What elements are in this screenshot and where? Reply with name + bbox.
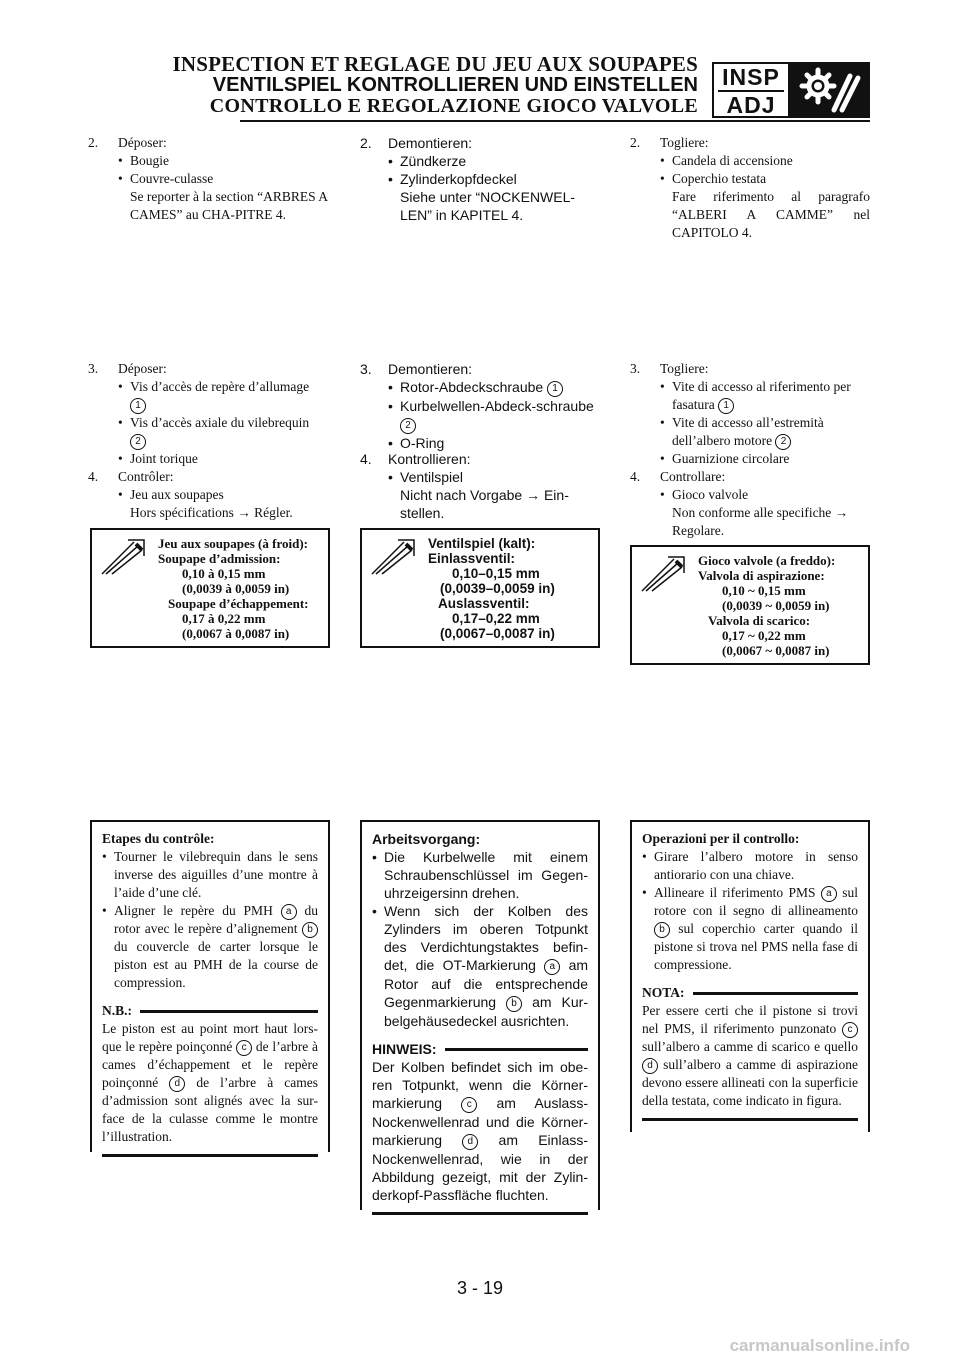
fr-procedure-box: Etapes du contrôle: • Tourner le vilebrequin dans le sens inverse des aiguilles d’une montre à l’aide d’une clé. • Aligner le repère du PMH a du rotor avec le repère d’alignement b du couvercle de carter lorsque le piston est au PMH de la course de compression. N.B.: Le piston est au point mort haut lors-que le repère poinçonné c de l’arbre à cames d’échappement et le repère poinçonné d de l’arbre à cames d’admission sont alignés avec la sur-face de la culasse comme le montre l’illustration. bbox=[90, 820, 330, 1152]
fr-spec-box: Jeu aux soupapes (à froid): Soupape d’admission: 0,10 à 0,15 mm (0,0039 à 0,0059 in) Soupape d’échappement: 0,17 à 0,22 mm (0,0067 à 0,0087 in) bbox=[90, 528, 330, 648]
insp-adj-badge bbox=[712, 62, 790, 118]
fr-step-2: 2. Déposer: • Bougie • Couvre-culasse Se reporter à la section “ARBRES A CAMES” au CHA-PITRE 4. bbox=[88, 134, 328, 224]
header-titles bbox=[172, 54, 698, 117]
it-step-4: 4. Controllare: • Gioco valvole Non conforme alle specifiche → Regolare. bbox=[630, 468, 870, 540]
badge-adj: ADJ bbox=[726, 92, 776, 118]
de-spec-box: Ventilspiel (kalt): Einlassventil: 0,10–0,15 mm (0,0039–0,0059 in) Auslassventil: 0,17–0,22 mm (0,0067–0,0087 in) bbox=[360, 528, 600, 648]
it-step-2: 2. Togliere: • Candela di accensione • Coperchio testata Fare riferimento al paragrafo “ALBERI A CAMME” nel CAPITOLO 4. bbox=[630, 134, 870, 242]
feeler-gauge-icon bbox=[638, 553, 688, 593]
it-procedure-box: Operazioni per il controllo: • Girare l’albero motore in senso antiorario con una chiave. • Allineare il riferimento PMS a sul rotore con il segno di allineamento b sul coperchio carter quando il pistone si trova nel PMS nella fase di compressione. NOTA: Per essere certi che il pistone si trovi nel PMS, il riferimento punzonato c sull’albero a camme di scarico e quello d sull’albero a camme di aspirazione devono essere allineati con la superficie della testata, come indicato in figura. bbox=[630, 820, 870, 1132]
badge-insp: INSP bbox=[722, 64, 780, 90]
it-step-3: 3. Togliere: • Vite di accesso al riferimento per fasatura 1 • Vite di accesso all’estremità dell’albero motore 2 • Guarnizione circolare bbox=[630, 360, 870, 468]
wrench-icon bbox=[790, 62, 870, 118]
de-step-2: 2. Demontieren: • Zündkerze • Zylinderkopfdeckel Siehe unter “NOCKENWEL-LEN” in KAPITEL 4. bbox=[360, 134, 600, 224]
watermark: carmanualsonline.info bbox=[729, 1336, 910, 1355]
page-number: 3 - 19 bbox=[456, 1278, 504, 1298]
feeler-gauge-icon bbox=[368, 536, 418, 576]
it-spec-box: Gioco valvole (a freddo): Valvola di aspirazione: 0,10 ~ 0,15 mm (0,0039 ~ 0,0059 in) Valvola di scarico: 0,17 ~ 0,22 mm (0,0067 ~ 0,0087 in) bbox=[630, 545, 870, 665]
title-de: VENTILSPIEL KONTROLLIEREN UND EINSTELLEN bbox=[212, 74, 698, 96]
header-rule bbox=[240, 120, 870, 122]
de-step-3: 3. Demontieren: • Rotor-Abdeckschraube 1 • Kurbelwellen-Abdeck-schraube 2 • O-Ring bbox=[360, 360, 600, 452]
title-it: CONTROLLO E REGOLAZIONE GIOCO VALVOLE bbox=[209, 95, 698, 117]
mark-1: 1 bbox=[130, 398, 146, 414]
title-fr: INSPECTION ET REGLAGE DU JEU AUX SOUPAPES bbox=[172, 52, 698, 76]
de-procedure-box: Arbeitsvorgang: • Die Kurbelwelle mit einem Schraubenschlüssel im Gegen-uhrzeigersinn drehen. • Wenn sich der Kolben des Zylinders im oberen Totpunkt des Verdichtungstaktes befin-det, die OT-Markierung a am Rotor auf die entsprechende Gegenmarkierung b am Kur-belgehäusedeckel ausrichten. HINWEIS: Der Kolben befindet sich im obe-ren Totpunkt, wenn die Körner-markierung c am Auslass-Nockenwellenrad und die Körner-markierung d am Einlass-Nockenwellenrad, wie in der Abbildung gezeigt, mit der Zylin-derkopf-Passfläche fluchten. bbox=[360, 820, 600, 1210]
feeler-gauge-icon bbox=[98, 536, 148, 576]
mark-2: 2 bbox=[130, 434, 146, 450]
fr-step-4: 4. Contrôler: • Jeu aux soupapes Hors spécifications → Régler. bbox=[88, 468, 328, 522]
fr-step-3: 3. Déposer: • Vis d’accès de repère d’allumage 1 • Vis d’accès axiale du vilebrequin 2 • Joint torique bbox=[88, 360, 328, 468]
de-step-4: 4. Kontrollieren: • Ventilspiel Nicht nach Vorgabe → Ein-stellen. bbox=[360, 450, 600, 522]
